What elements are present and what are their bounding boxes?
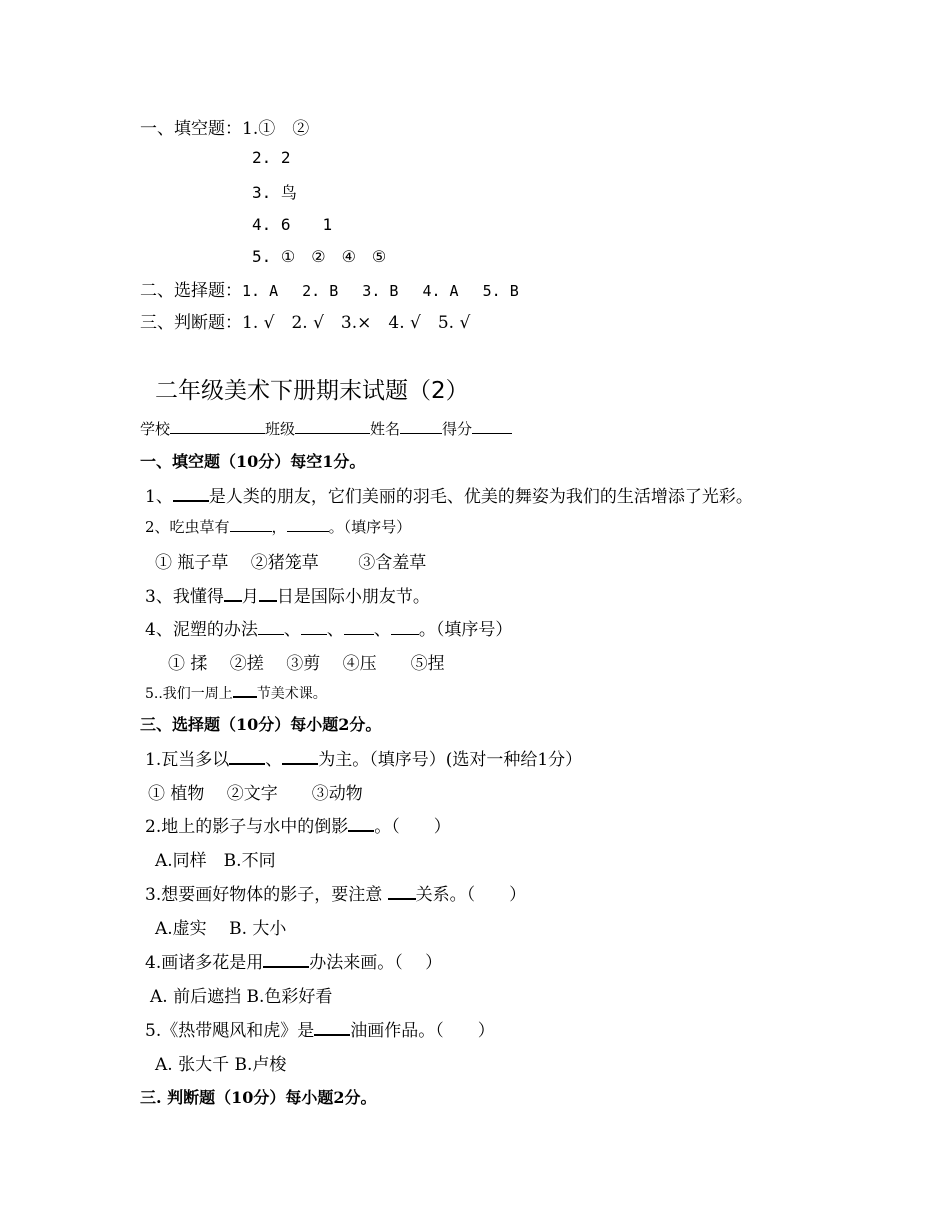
school-blank[interactable] xyxy=(170,418,265,434)
s1-q5-blank[interactable] xyxy=(233,682,257,698)
section1-heading: 一、填空题（10分）每空1分。 xyxy=(140,452,366,471)
exam-title: 二年级美术下册期末试题（2） xyxy=(155,378,469,404)
answer-judge-row xyxy=(140,308,470,333)
s1-q1-post: 是人类的朋友，它们美丽的羽毛、优美的舞姿为我们的生活增添了光彩。 xyxy=(208,487,753,507)
s1-q4-blank-1[interactable] xyxy=(258,617,284,635)
answer-fill-3: 3. 鸟 xyxy=(252,183,297,202)
s2-q2-pre: 2.地上的影子与水中的倒影 xyxy=(145,817,349,837)
s1-q1 xyxy=(145,482,753,507)
s2-q1-pre: 1.瓦当多以 xyxy=(145,750,230,770)
s2-q2-post: 。（ ） xyxy=(374,817,451,837)
s1-q4-sep: 、 xyxy=(373,620,391,640)
s2-q5-blank[interactable] xyxy=(314,1017,350,1036)
s2-q5-options: A. 张大千 B.卢梭 xyxy=(155,1055,287,1075)
s2-q2-options: A.同样 B.不同 xyxy=(155,851,276,871)
s2-q5 xyxy=(145,1016,495,1041)
s1-q4 xyxy=(145,615,512,640)
s1-q5-post: 节美术课。 xyxy=(256,686,327,702)
s2-q2-blank[interactable] xyxy=(348,813,374,832)
s1-q2-blank-2[interactable] xyxy=(287,516,329,532)
s1-q2-mid: ， xyxy=(271,518,287,536)
s1-q4-blank-4[interactable] xyxy=(391,617,419,635)
s1-q5-pre: 5..我们一周上 xyxy=(145,686,233,702)
s1-q4-sep: 、 xyxy=(326,620,344,640)
answer-judge-values: 1. √ 2. √ 3.× 4. √ 5. √ xyxy=(242,313,471,333)
s2-q1 xyxy=(145,745,582,770)
s1-q4-pre: 4、泥塑的办法 xyxy=(145,620,258,640)
s2-q4-post: 办法来画。（ ） xyxy=(309,953,443,973)
s1-q3-mid: 月 xyxy=(241,587,259,607)
school-label: 学校 xyxy=(140,420,171,438)
section3-heading: 三. 判断题（10分）每小题2分。 xyxy=(140,1088,377,1107)
s1-q3-pre: 3、我懂得 xyxy=(145,587,224,607)
class-label: 班级 xyxy=(265,420,296,438)
answer-fill-2: 2. 2 xyxy=(252,148,291,167)
s2-q1-options: ① 植物 ②文字 ③动物 xyxy=(148,784,363,804)
s2-q1-blank-2[interactable] xyxy=(282,746,318,765)
s1-q2-options: ① 瓶子草 ②猪笼草 ③含羞草 xyxy=(155,553,427,573)
s1-q4-blank-2[interactable] xyxy=(301,617,327,635)
s1-q3-blank-2[interactable] xyxy=(259,583,277,602)
s2-q2 xyxy=(145,812,451,837)
s1-q4-sep: 、 xyxy=(283,620,301,640)
s2-q1-blank-1[interactable] xyxy=(229,746,265,765)
s2-q3 xyxy=(145,880,526,905)
s2-q3-blank[interactable] xyxy=(388,881,416,900)
s2-q5-pre: 5.《热带飓风和虎》是 xyxy=(145,1021,315,1041)
s2-q5-post: 油画作品。（ ） xyxy=(350,1021,495,1041)
s1-q5 xyxy=(145,682,327,703)
s1-q2 xyxy=(145,516,411,537)
s2-q4-pre: 4.画诸多花是用 xyxy=(145,953,264,973)
s1-q4-blank-3[interactable] xyxy=(344,617,374,635)
s1-q4-options: ① 揉 ②搓 ③剪 ④压 ⑤捏 xyxy=(168,654,445,674)
class-blank[interactable] xyxy=(295,418,370,434)
answer-fill-row-1 xyxy=(140,114,309,139)
answer-choice-row xyxy=(140,276,519,301)
s2-q1-post: 为主。（填序号）(选对一种给1分） xyxy=(318,750,583,770)
s1-q2-pre: 2、吃虫草有 xyxy=(145,518,230,536)
s2-q3-pre: 3.想要画好物体的影子，要注意 xyxy=(145,885,388,905)
answer-fill-4: 4. 6 1 xyxy=(252,215,333,234)
answer-fill-1: 1.① ② xyxy=(242,119,310,139)
section2-heading: 三、选择题（10分）每小题2分。 xyxy=(140,715,382,734)
s2-q4-blank[interactable] xyxy=(263,949,309,968)
answer-judge-label: 三、判断题： xyxy=(140,313,242,333)
answer-fill-5: 5. ① ② ④ ⑤ xyxy=(252,247,387,266)
answer-choice-values: 1. A 2. B 3. B 4. A 5. B xyxy=(242,282,519,300)
score-label: 得分 xyxy=(442,420,473,438)
s1-q1-pre: 1、 xyxy=(145,487,173,507)
s1-q2-blank-1[interactable] xyxy=(230,516,272,532)
s1-q4-post: 。（填序号） xyxy=(418,620,513,640)
name-blank[interactable] xyxy=(400,418,442,434)
s2-q4-options: A. 前后遮挡 B.色彩好看 xyxy=(150,987,333,1007)
s2-q3-options: A.虚实 B. 大小 xyxy=(155,919,287,939)
answer-fill-label: 一、填空题： xyxy=(140,119,242,139)
s2-q3-post: 关系。（ ） xyxy=(415,885,527,905)
s1-q3 xyxy=(145,582,430,607)
name-label: 姓名 xyxy=(370,420,401,438)
s1-q3-blank-1[interactable] xyxy=(224,583,242,602)
exam-header xyxy=(140,418,512,439)
s1-q1-blank[interactable] xyxy=(173,483,209,502)
score-blank[interactable] xyxy=(472,418,512,434)
s2-q1-sep: 、 xyxy=(265,750,283,770)
answer-choice-label: 二、选择题： xyxy=(140,281,242,301)
s1-q2-post: 。（填序号） xyxy=(328,518,412,536)
s1-q3-post: 日是国际小朋友节。 xyxy=(276,587,430,607)
s2-q4 xyxy=(145,948,442,973)
